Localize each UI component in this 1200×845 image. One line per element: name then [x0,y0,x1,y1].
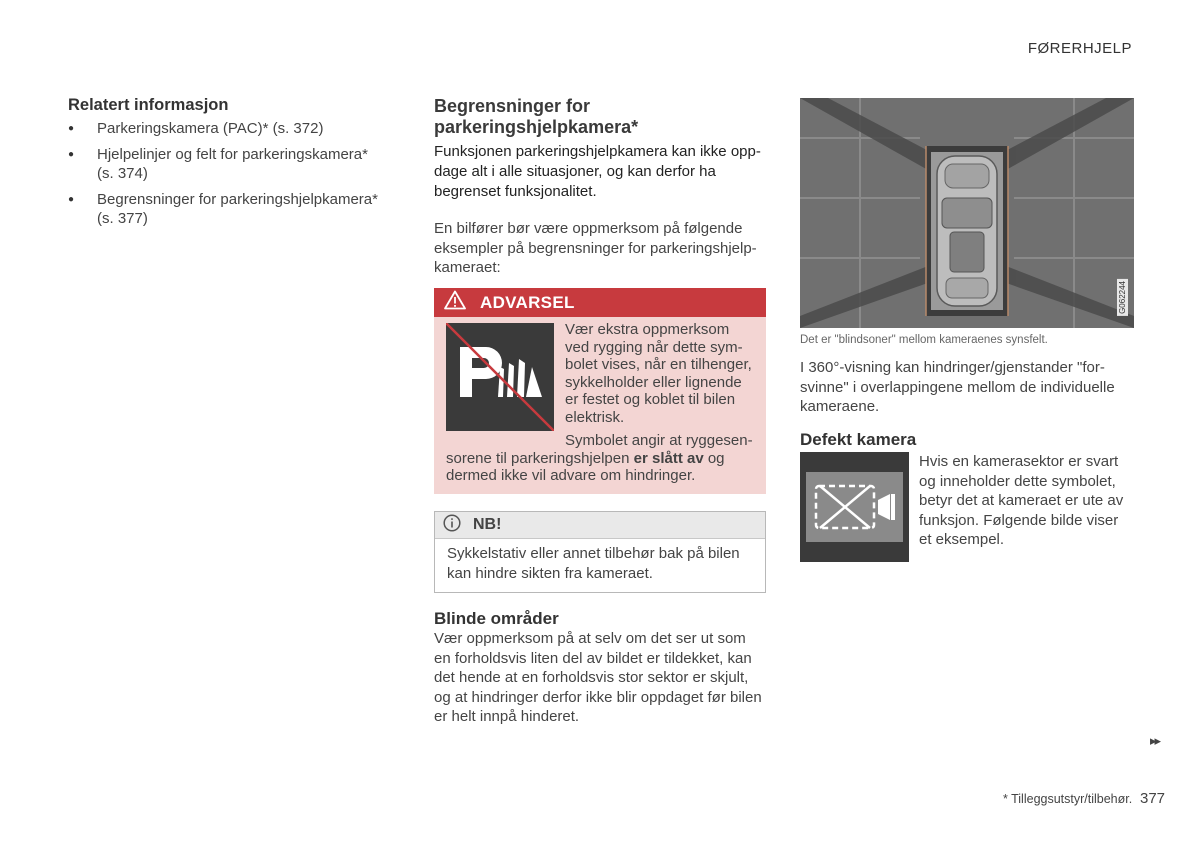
parking-sensor-off-icon [446,323,554,431]
view360-text: I 360°-visning kan hindringer/gjenstander "for-svinne" i overlappingene mellom de individuelle kameraene. [800,359,1115,415]
page-number: 377 [1140,790,1166,807]
defect-camera-section [800,430,1134,450]
note-text: Sykkelstativ eller annet tilbehør bak på bilen kan hindre sikten fra kameraet. [447,545,740,582]
warning-text-2-end: og dermed ikke vil advare om hindringer. [446,449,725,484]
warning-text: Vær ekstra oppmerksom ved rygging når dette sym-bolet vises, når en tilhenger, sykkelholder eller lignende er festet og koblet til bilen elektrisk. [565,321,752,426]
main-lead: Funksjonen parkeringshjelpkamera kan ikke opp-dage alt i alle situasjoner, og kan derfor ha begrenset funksjonalitet. [434,143,761,200]
note-box [434,511,766,593]
main-intro: En bilfører bør være oppmerksom på følgende eksempler på begrensninger for parkeringshjelp-kameraet: [434,220,757,276]
limitations-section [434,96,766,278]
related-title: Relatert informasjon [68,96,229,114]
note-header [435,512,765,539]
warning-text-2-start: Symbolet angir at ryggesen- [565,432,753,449]
warning-title: ADVARSEL [480,292,575,312]
blind-areas-title: Blinde områder [434,609,559,628]
related-list [68,119,388,228]
warning-text-2 [446,432,758,485]
related-link[interactable]: ● Begrensninger for parkeringshjelpkamera* (s. 377) [68,190,388,228]
section-header: FØRERHJELP [1027,40,1132,57]
figure-caption: Det er "blindsoner" mellom kameraenes synsfelt. [800,334,1048,346]
continue-arrows-icon: ▸▸ [1150,733,1160,748]
related-link[interactable]: ● Parkeringskamera (PAC)* (s. 372) [68,119,388,138]
main-title: Begrensninger for parkeringshjelpkamera* [434,96,639,137]
related-link[interactable]: ● Hjelpelinjer og felt for parkeringskamera* (s. 374) [68,145,388,183]
warning-header [434,288,766,317]
warning-box [434,288,766,494]
warning-text-2-mid: sorene til parkeringshjelpen [446,449,634,467]
warning-triangle-icon [444,290,466,315]
related-info [68,96,388,235]
defect-text: Hvis en kamerasektor er svart og inneholder dette symbolet, betyr det at kameraet er ute av funksjon. Følgende bilde viser et eksempel. [919,453,1124,548]
camera-view-image [800,98,1134,328]
figure-code: G062244 [1118,281,1127,314]
warning-text-2-bold: er slått av [633,449,704,467]
footnote: * Tilleggsutstyr/tilbehør. [1003,792,1133,806]
info-circle-icon [443,514,461,537]
defect-title: Defekt kamera [800,430,917,449]
blind-areas-section [434,609,766,727]
blind-areas-text: Vær oppmerksom på at selv om det ser ut som en forholdsvis liten del av bildet er tildekket, kan det hende at en forholdsvis stor sektor er skjult, og at hindringer derfor ikke blir oppdaget før bilen er helt innpå hinderet. [434,630,762,725]
note-title: NB! [473,516,502,533]
camera-off-icon [800,452,909,562]
